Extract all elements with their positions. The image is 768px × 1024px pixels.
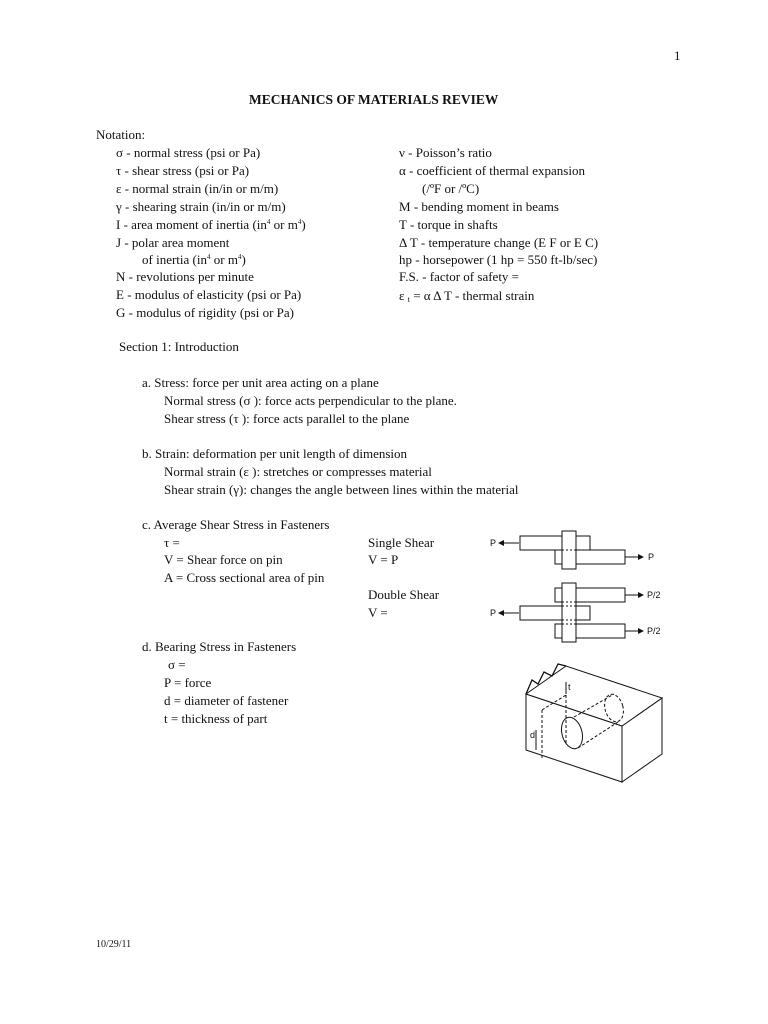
item-d-label: d. Bearing Stress in Fasteners <box>142 639 297 654</box>
notation-item: E - modulus of elasticity (psi or Pa) <box>116 287 302 302</box>
notation-item: α - coefficient of thermal expansion <box>399 163 585 178</box>
single-shear-label: Single Shear <box>368 535 435 550</box>
notation-item: ε - normal strain (in/in or m/m) <box>116 181 279 196</box>
notation-item: F.S. - factor of safety = <box>399 269 520 284</box>
section-heading: Section 1: Introduction <box>119 339 239 354</box>
notation-item: τ - shear stress (psi or Pa) <box>116 163 250 178</box>
double-shear-label: Double Shear <box>368 587 440 602</box>
load-label-p-half: P/2 <box>647 590 661 600</box>
sigma-equation: σ = <box>168 657 186 672</box>
thickness-definition: t = thickness of part <box>164 711 268 726</box>
notation-item: of inertia ($in^4$ or $m^4$) <box>142 252 246 267</box>
normal-stress-line: Normal stress (σ ): force acts perpendicular to the plane. <box>164 393 457 408</box>
notation-item: T - torque in shafts <box>399 217 498 232</box>
bearing-block-diagram <box>522 650 672 784</box>
tau-equation: τ = <box>164 535 180 550</box>
shear-stress-line: Shear stress (τ ): force acts parallel to the plane <box>164 411 410 426</box>
notation-item: G - modulus of rigidity (psi or Pa) <box>116 305 295 320</box>
force-definition: P = force <box>164 675 212 690</box>
notation-heading: Notation: <box>96 127 146 142</box>
load-label-p: P <box>648 552 655 562</box>
load-label-p: P <box>490 608 497 618</box>
notation-item: Δ T - temperature change (E F or E C) <box>399 235 599 250</box>
page-number: 1 <box>674 48 681 63</box>
item-b-label: b. Strain: deformation per unit length of dimension <box>142 446 408 461</box>
area-definition: A = Cross sectional area of pin <box>164 570 325 585</box>
normal-strain-line: Normal strain (ε ): stretches or compresses material <box>164 464 432 479</box>
shear-force-definition: V = Shear force on pin <box>164 552 283 567</box>
double-shear-diagram <box>490 582 670 644</box>
notation-item: γ - shearing strain (in/in or m/m) <box>116 199 286 214</box>
load-label-p-half: P/2 <box>647 626 661 636</box>
notation-item: (/ºF or /ºC) <box>422 181 480 196</box>
shear-strain-line: Shear strain (γ): changes the angle between lines within the material <box>164 482 519 497</box>
double-shear-equation: V = <box>368 605 388 620</box>
footer-date: 10/29/11 <box>96 939 132 950</box>
load-label-p: P <box>490 538 497 548</box>
page-title: MECHANICS OF MATERIALS REVIEW <box>249 92 499 107</box>
notation-item: I - area moment of inertia ($in^4$ or $m^4$) <box>116 217 306 232</box>
notation-item: ν - Poisson’s ratio <box>399 145 492 160</box>
notation-item: N - revolutions per minute <box>116 269 254 284</box>
item-a-label: a. Stress: force per unit area acting on a plane <box>142 375 379 390</box>
notation-item: ε $_t$ = α Δ T - thermal strain <box>399 288 535 304</box>
diameter-label: d <box>530 730 536 740</box>
notation-item: M - bending moment in beams <box>399 199 559 214</box>
diameter-definition: d = diameter of fastener <box>164 693 289 708</box>
single-shear-equation: V = P <box>368 552 399 567</box>
item-c-label: c. Average Shear Stress in Fasteners <box>142 517 330 532</box>
single-shear-diagram <box>490 528 660 574</box>
notation-item: hp - horsepower (1 hp = 550 ft-lb/sec) <box>399 252 598 267</box>
notation-item: σ - normal stress (psi or Pa) <box>116 145 261 160</box>
notation-item: J - polar area moment <box>116 235 230 250</box>
thickness-label: t <box>568 682 571 692</box>
